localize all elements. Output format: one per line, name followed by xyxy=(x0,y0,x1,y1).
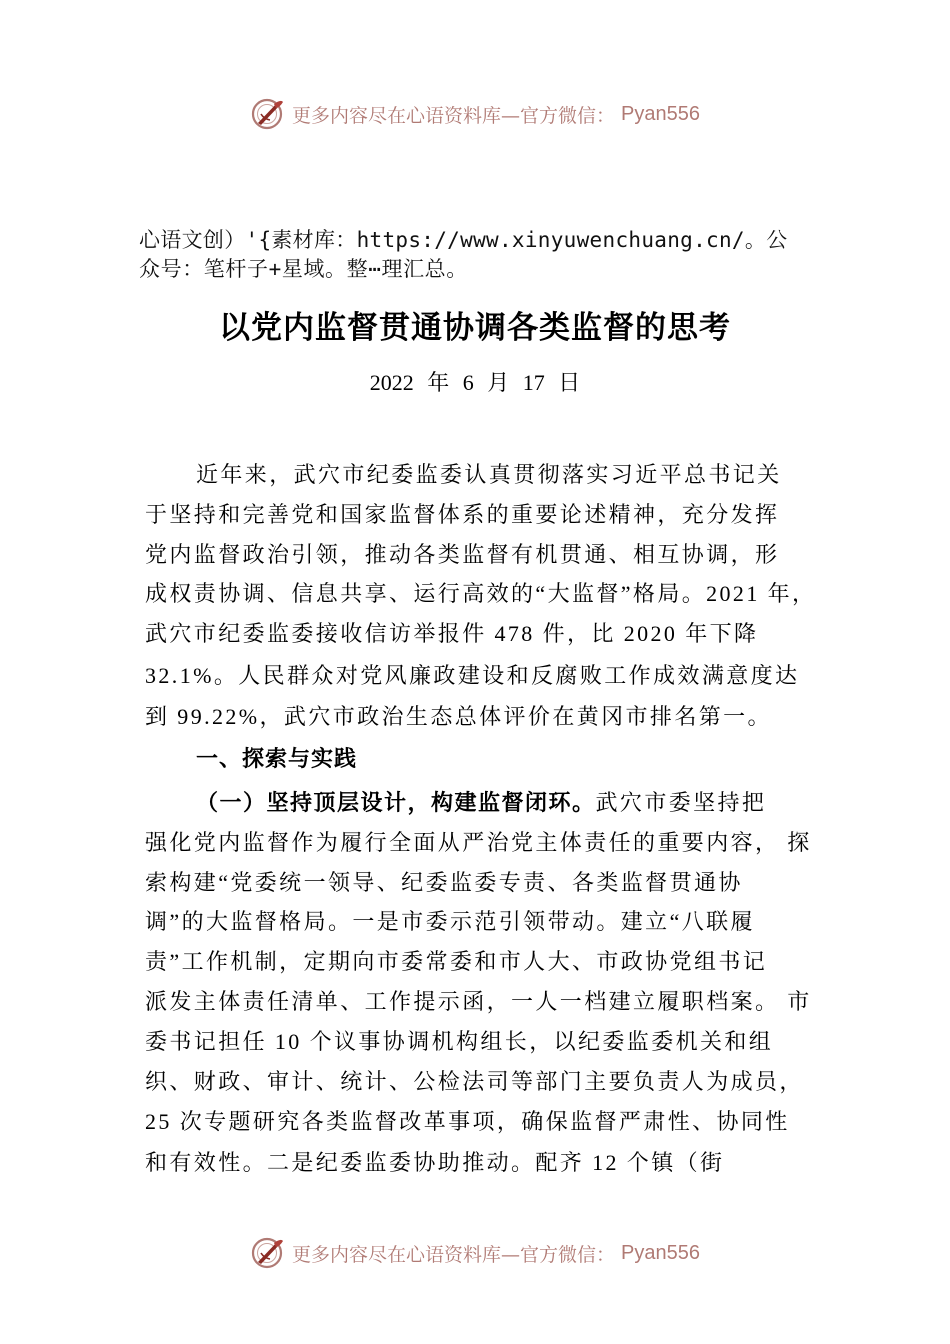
body-line: 调”的大监督格局。一是市委示范引领带动。建立“八联履 xyxy=(145,909,755,934)
body-line: 织、财政、审计、统计、公检法司等部门主要负责人为成员， xyxy=(145,1069,804,1094)
document-date: 2022 年 6 月 17 日 xyxy=(369,370,581,395)
body-line: 索构建“党委统一领导、纪委监委专责、各类监督贯通协 xyxy=(145,870,743,895)
subsection-heading: （一）坚持顶层设计，构建监督闭环。 xyxy=(196,791,596,816)
body-line: 成权责协调、信息共享、运行高效的“大监督”格局。2021 年， xyxy=(145,581,817,606)
body-line: 强化党内监督作为履行全面从严治党主体责任的重要内容， 探 xyxy=(145,830,812,855)
body-line: 委书记担任 10 个议事协调机构组长，以纪委监委机关和组 xyxy=(145,1029,774,1054)
subsection-lead-text: 武穴市委坚持把 xyxy=(595,790,767,815)
watermark-wechat-id: Pyan556 xyxy=(621,102,700,125)
header-watermark xyxy=(0,92,950,136)
watermark-text: 更多内容尽在心语资料库—官方微信： xyxy=(292,104,616,127)
quill-seal-icon xyxy=(250,96,286,132)
watermark-text: 更多内容尽在心语资料库—官方微信： xyxy=(292,1243,616,1266)
footer-watermark xyxy=(0,1231,950,1275)
quill-seal-icon xyxy=(250,1235,286,1271)
section-heading: 一、探索与实践 xyxy=(196,747,358,772)
body-line: 于坚持和完善党和国家监督体系的重要论述精神，充分发挥 xyxy=(145,502,780,527)
body-line: 和有效性。二是纪委监委协助推动。配齐 12 个镇（街 xyxy=(145,1150,725,1175)
body-line: 32.1%。人民群众对党风廉政建设和反腐败工作成效满意度达 xyxy=(145,663,800,688)
body-line: 近年来，武穴市纪委监委认真贯彻落实习近平总书记关 xyxy=(196,462,782,487)
watermark-wechat-id: Pyan556 xyxy=(621,1241,700,1264)
source-note-line-2: 众号：笔杆子+星域。整⋯理汇总。 xyxy=(139,257,468,281)
document-title: 以党内监督贯通协调各类监督的思考 xyxy=(219,310,731,346)
body-line: 责”工作机制，定期向市委常委和市人大、市政协党组书记 xyxy=(145,949,768,974)
body-line: 25 次专题研究各类监督改革事项，确保监督严肃性、协同性 xyxy=(145,1109,790,1134)
body-line: 武穴市纪委监委接收信访举报件 478 件，比 2020 年下降 xyxy=(145,621,759,646)
body-line: 到 99.22%，武穴市政治生态总体评价在黄冈市排名第一。 xyxy=(145,704,772,729)
body-line: 党内监督政治引领，推动各类监督有机贯通、相互协调，形 xyxy=(145,542,780,567)
body-line: 派发主体责任清单、工作提示函，一人一档建立履职档案。 市 xyxy=(145,989,812,1014)
source-note-line-1: 心语文创）'{素材库：https://www.xinyuwenchuang.cn/。公 xyxy=(139,228,788,252)
subsection-lead-line xyxy=(196,783,766,823)
